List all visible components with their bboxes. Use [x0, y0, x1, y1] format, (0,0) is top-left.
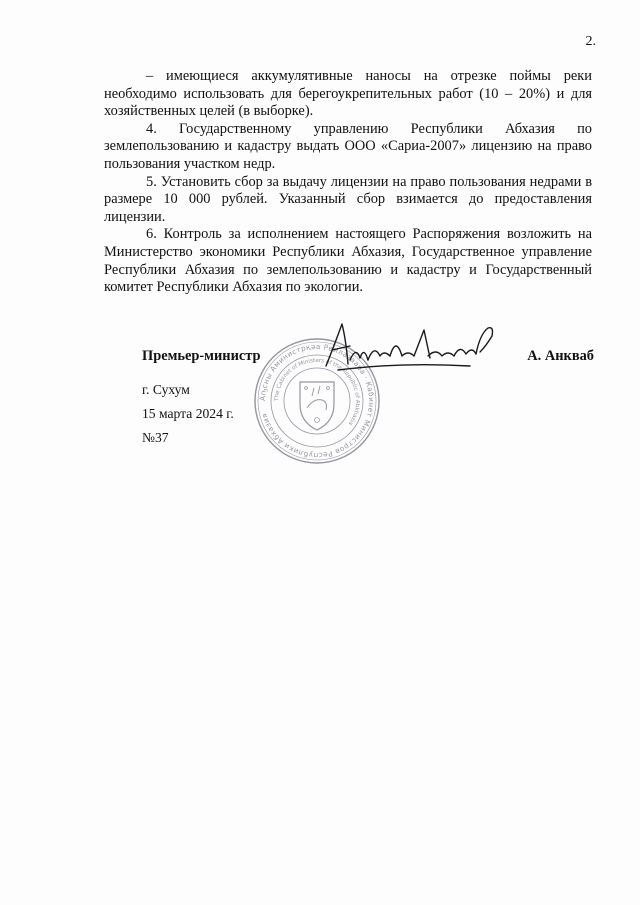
page-number: 2. [585, 34, 596, 49]
issue-city: г. Сухум [142, 382, 190, 397]
document-number: №37 [142, 430, 169, 445]
issue-date: 15 марта 2024 г. [142, 406, 234, 421]
seal-inner-text: The Cabinet of Ministers of the Republic of Abkhazia [273, 357, 361, 427]
paragraph-license-fee: 5. Установить сбор за выдачу лицензии на право пользования недрами в размере 10 000 рублей. Указанный сбор взимается до предоставления лицензии. [104, 173, 592, 225]
signer-title: Премьер-министр [142, 348, 261, 364]
paragraph-control: 6. Контроль за исполнением настоящего Распоряжения возложить на Министерство экономики Республики Абхазия, Государственное управление Республики Абхазия по землепользованию и кадастру и Государственный комитет Республики Абхазия по экологии. [104, 226, 592, 296]
paragraph-license-issue: 4. Государственному управлению Республики Абхазия по землепользованию и кадастру выдать ООО «Сариа-2007» лицензию на право пользования участком недр. [104, 120, 592, 172]
paragraph-sediment: – имеющиеся аккумулятивные наносы на отрезке поймы реки необходимо использовать для берегоукрепительных работ (10 – 20%) и для хозяйственных целей (в выборке). [104, 68, 592, 120]
seal-outer-text: Аҧсны Аминистрқәа Реилазаара · Кабинет Министров Республики Абхазия [257, 341, 377, 461]
signature-block [142, 341, 594, 464]
document-body [104, 68, 592, 297]
signer-name: А. Анкваб [527, 348, 594, 364]
